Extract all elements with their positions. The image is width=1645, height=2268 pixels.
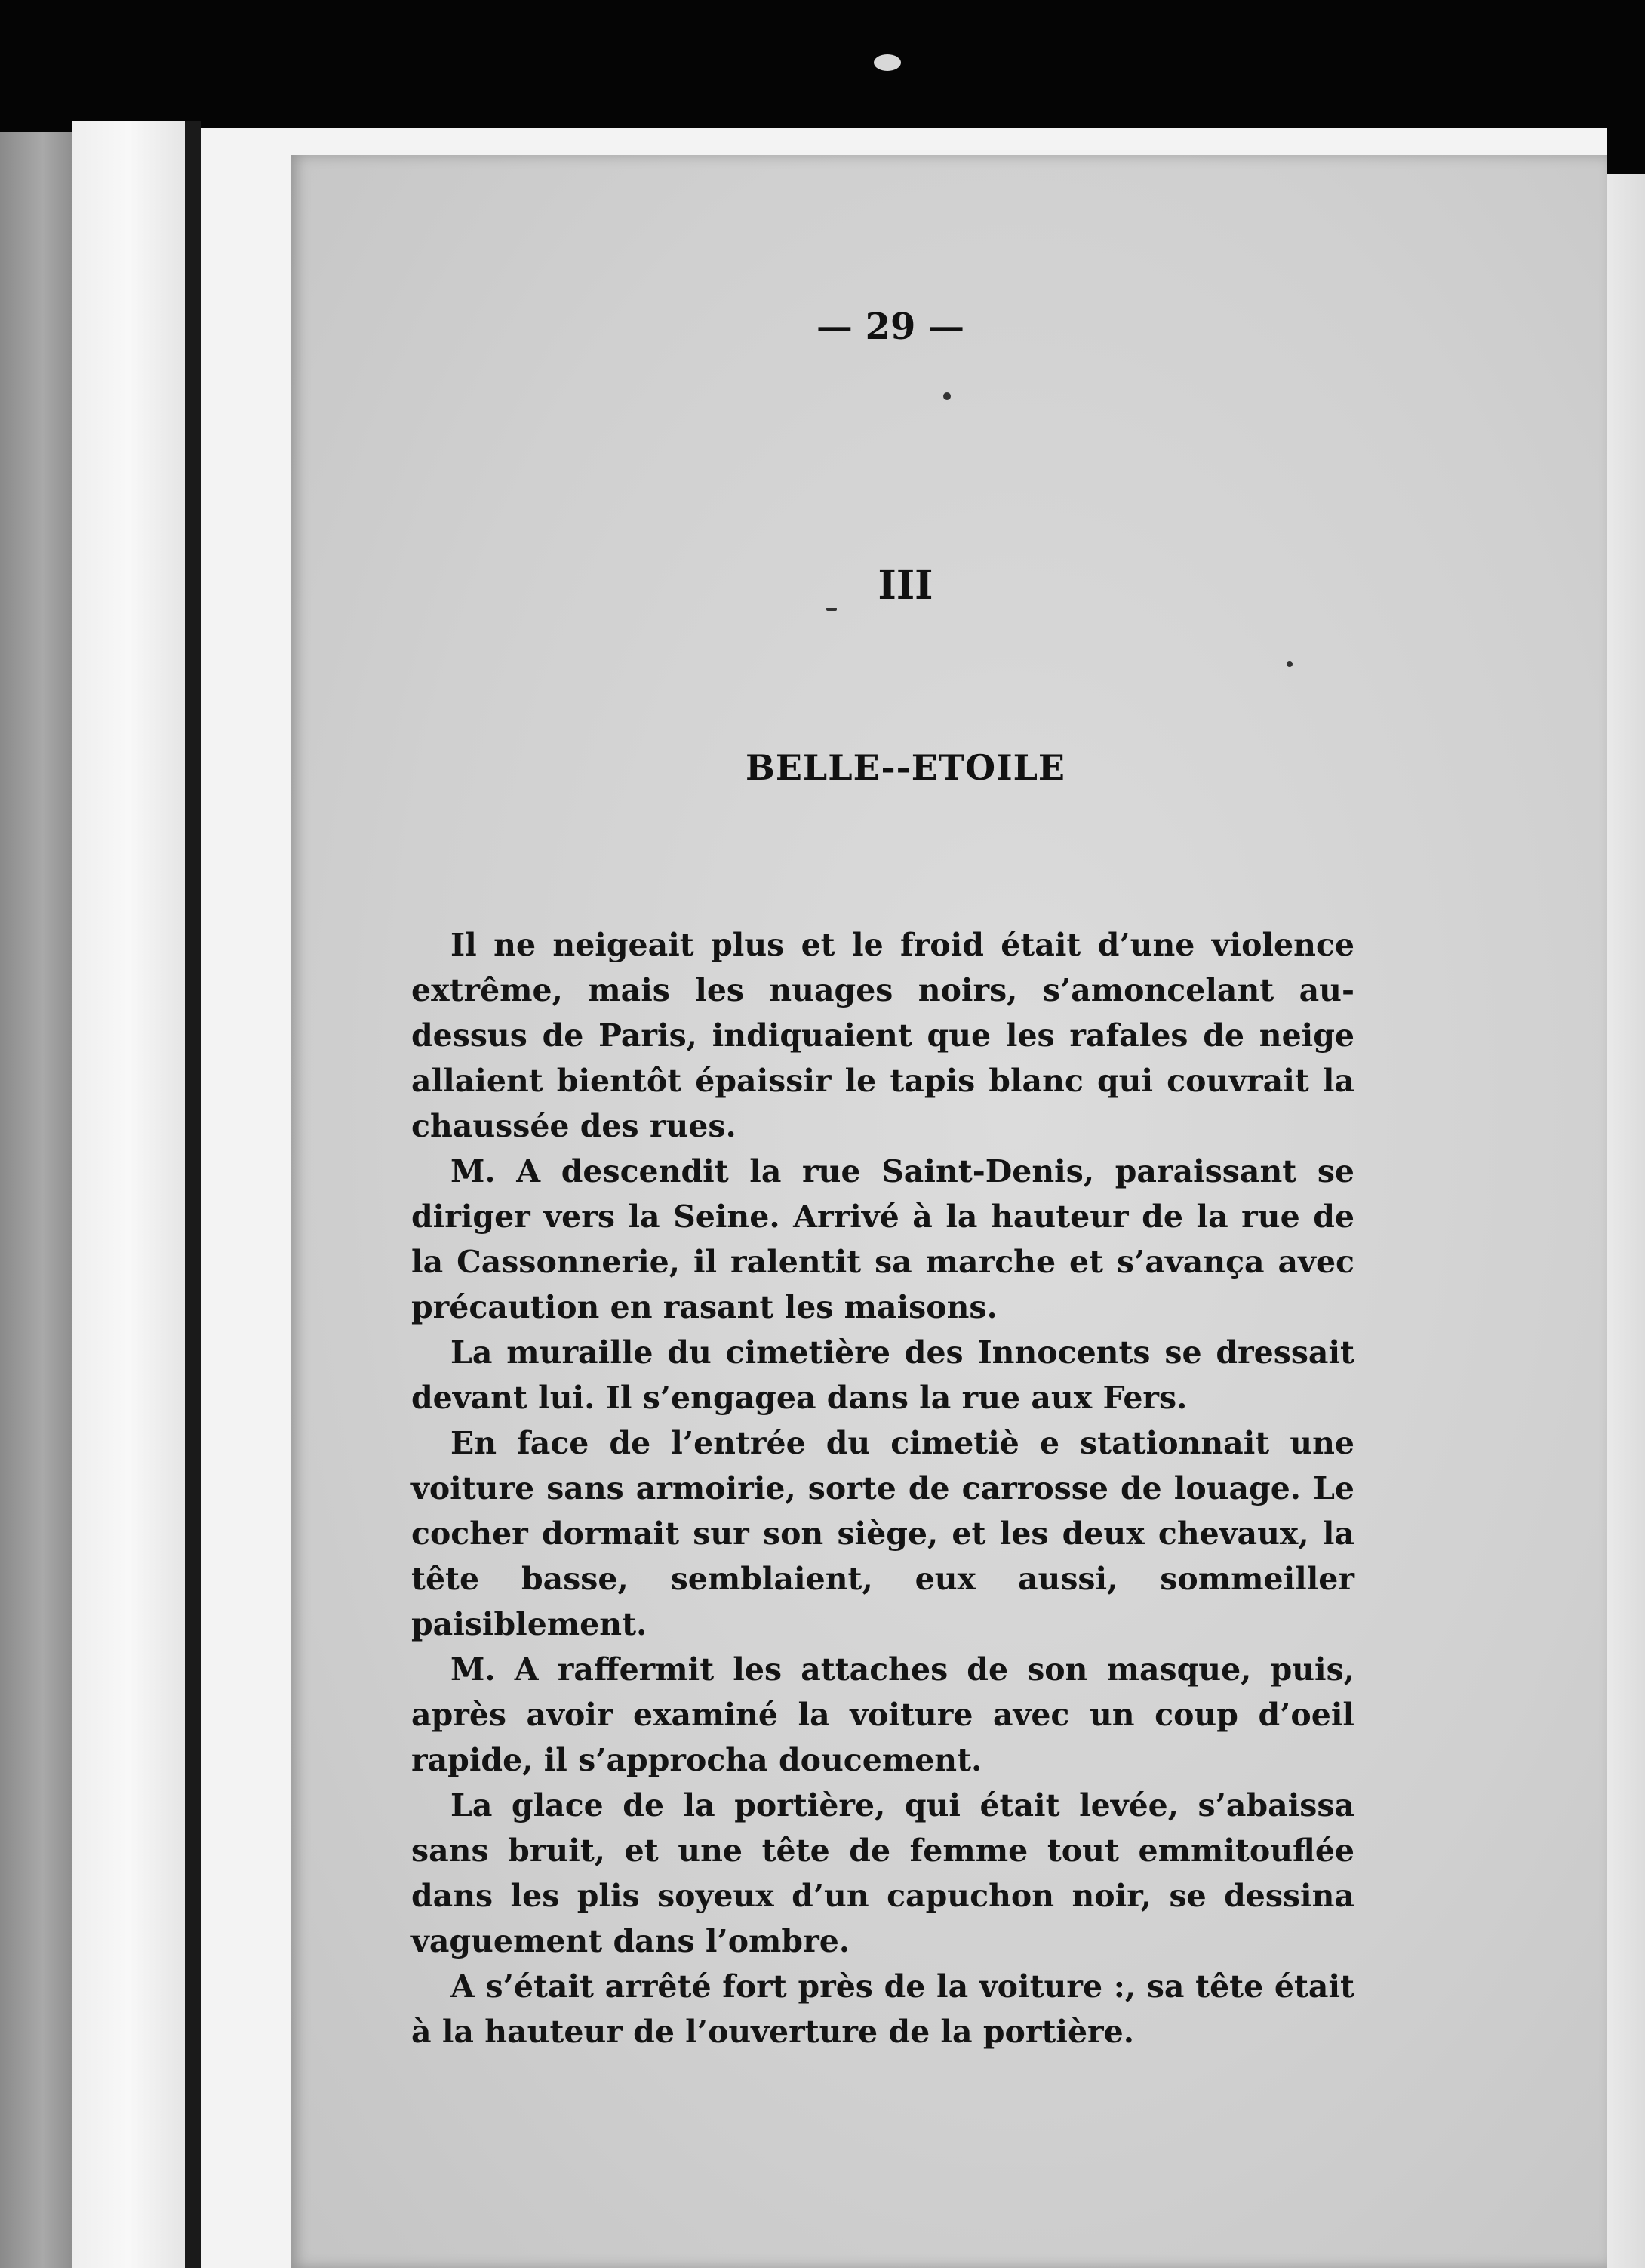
page-number: — 29 — xyxy=(816,306,965,348)
paragraph: La muraille du cimetière des Innocents se dressait devant lui. Il s’engagea dans la rue aux Fers. xyxy=(411,1334,1354,1416)
paragraph: M. A raffermit les attaches de son masque, puis, après avoir examiné la voiture avec un coup d’oeil rapide, il s’approcha doucement. xyxy=(411,1651,1354,1778)
paragraph: En face de l’entrée du cimetiè e stationnait une voiture sans armoirie, sorte de carrosse de louage. Le cocher dormait sur son siège, et les deux chevaux, la tête basse, semblaient, eux aussi, sommeiller paisiblement. xyxy=(411,1425,1354,1642)
paragraph: A s’était arrêté fort près de la voiture :, sa tête était à la hauteur de l’ouverture de la portière. xyxy=(411,1968,1354,2050)
scan-smudge xyxy=(874,54,901,71)
left-page-edge xyxy=(0,132,72,2268)
ink-speck xyxy=(1287,661,1293,667)
book-gutter xyxy=(72,121,185,2268)
paragraph: La glace de la portière, qui était levée, s’abaissa sans bruit, et une tête de femme tout emmitouflée dans les plis soyeux d’un capuchon noir, se dessina vaguement dans l’ombre. xyxy=(411,1787,1354,1959)
ink-speck xyxy=(943,392,951,400)
chapter-number: III xyxy=(878,562,933,608)
paragraph: M. A descendit la rue Saint-Denis, paraissant se diriger vers la Seine. Arrivé à la hauteur de la rue de la Cassonnerie, il ralentit sa marche et s’avança avec précaution en rasant les maisons. xyxy=(411,1153,1354,1325)
paragraph: Il ne neigeait plus et le froid était d’une violence extrême, mais les nuages noirs, s’amoncelant au-dessus de Paris, indiquaient que les rafales de neige allaient bientôt épaissir le tapis blanc qui couvrait la chaussée des rues. xyxy=(411,927,1354,1144)
chapter-title: BELLE--ETOILE xyxy=(745,747,1065,788)
gutter-shadow xyxy=(185,121,201,2268)
body-text xyxy=(411,922,1354,2054)
